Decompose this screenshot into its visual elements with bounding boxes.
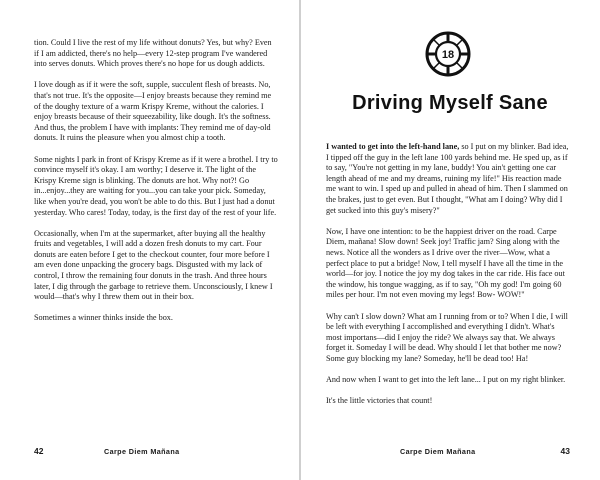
right-footer [300,444,600,456]
right-running-title: Carpe Diem Mañana [400,447,476,456]
left-running-title: Carpe Diem Mañana [104,447,180,456]
left-paragraph-3: Some nights I park in front of Krispy Kreme as if it were a brothel. I try to convince myself it's okay. I am worthy; I deserve it. The light of the Krispy Kreme sign is blinking. The donuts are hot. Why not?! Go in...enjoy...they are waiting for you...you can take your pick. Someday, like when you're dead, you won't be able to do this. But I just had a donut yesterday. Who cares! Today, today, is the first day of the rest of your life. [34,154,278,217]
left-paragraph-2: I love dough as if it were the soft, supple, succulent flesh of breasts. No, that's not true. It's the opposite—I enjoy breasts because they remind me of the doughy texture of a warm Krispy Kreme, without the calories. I enjoy breasts because of their squeezability, like dough. It's the softness. And thus, the problem I have with implants: They remind me of day-old donuts. It ruins the pleasure when you almost chip a tooth. [34,80,272,143]
right-page-number: 43 [560,446,570,456]
right-paragraph-2: Now, I have one intention: to be the happiest driver on the road. Carpe Diem, mañana! Slow down! Seek joy! Traffic jam? Sing along with the news. Notice all the wonders as I drive over the river—Wow, what a perfect place to put a bridge! Now, I tell myself I have all the time in the world—for joy. I notice the joy my dog takes in the car ride. His face out the window, his tongue wagging, as if to say, "Oh my god! I'm going 60 miles per hour. I'm not even moving my legs! Bow- WOW!" [326,226,565,300]
life-ring-icon [424,30,472,78]
left-page-body [34,38,278,335]
right-paragraph-5: It's the little victories that count! [326,396,433,406]
right-page [300,0,600,480]
right-page-body [326,142,570,417]
left-paragraph-1: tion. Could I live the rest of my life without donuts? Yes, but why? Even if I am addicted, there's no help—every 12-step program I've wandered into serves donuts. Which proves there's no hope for us dough addicts. [34,38,272,69]
lead-in-text: I wanted to get into the left-hand lane, [326,142,460,151]
chapter-number: 18 [441,49,455,61]
chapter-title: Driving Myself Sane [352,92,548,114]
left-paragraph-5: Sometimes a winner thinks inside the box. [34,313,173,323]
right-paragraph-3: Why can't I slow down? What am I running from or to? When I die, I will be left with everything I accomplished and everything I didn't. What's most importans—did I enjoy the ride? We always say that. We always forget it. Someday I will be dead. Why should I let that bother me now? Some guy blocking my lane? Someday, he'll be dead too! Ha! [326,311,568,363]
left-footer [0,444,300,456]
left-page-number: 42 [34,446,44,456]
right-paragraph-1-rest: so I put on my blinker. Bad idea, I tipped off the guy in the left lane 100 yards behind me. He sped up, as if to say, "You're not getting in my lane, buddy! You ain't getting one car length ahead of me and my dreams, ruining my life!" His reaction made me want to win. I sped up and pulled in ahead of him. Then I slammed on the brakes, just to get even. But I thought, "What am I doing? Why did I get sucked into this guy's misery?" [326,142,569,215]
left-paragraph-4: Occasionally, when I'm at the supermarket, after buying all the healthy fruits and vegetables, I will add a dozen fresh donuts to my cart. Four donuts are eaten before I get to the checkout counter, four more before I am even done unpacking the grocery bags. Disgusted with my lack of control, I throw the remaining four donuts in the trash. And three hours later, I dig through the garbage to retrieve them. Unconsciously, I knew I would—that's why I threw them out in their box. [34,228,273,302]
right-paragraph-4: And now when I want to get into the left lane... I put on my right blinker. [326,375,566,385]
right-paragraph-1 [326,142,570,216]
